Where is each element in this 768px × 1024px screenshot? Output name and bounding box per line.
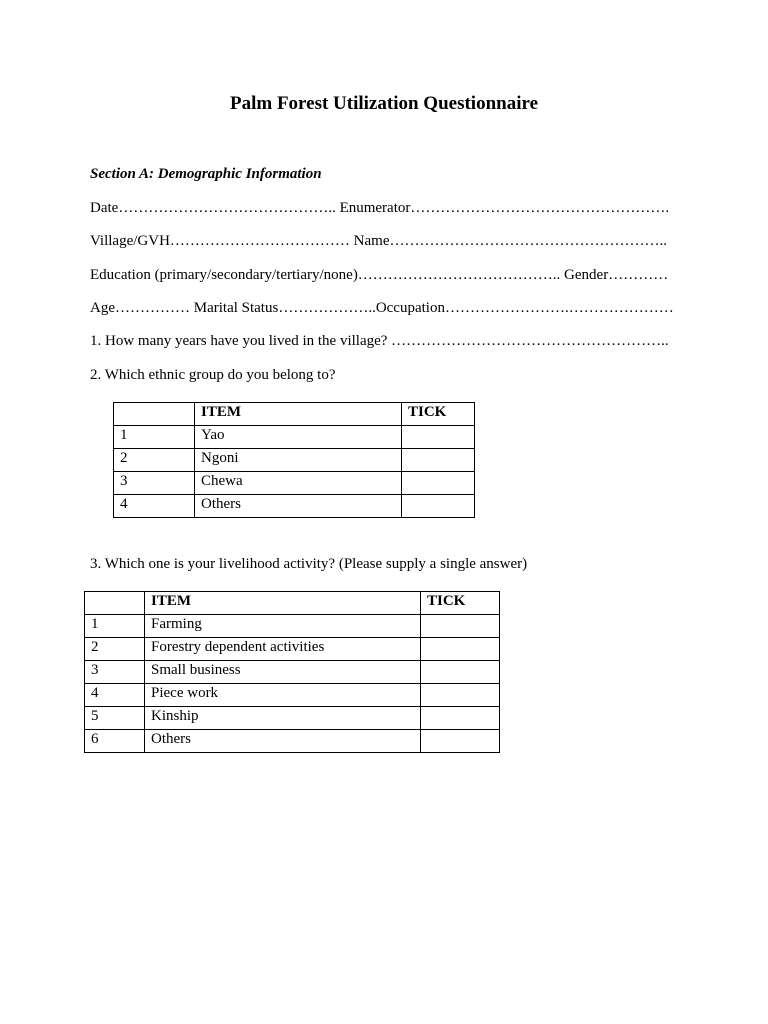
- table-row: [85, 661, 500, 684]
- row-number: 6: [85, 730, 145, 753]
- row-number: 1: [85, 615, 145, 638]
- tick-cell[interactable]: [402, 426, 475, 449]
- tick-cell[interactable]: [402, 472, 475, 495]
- table-row: [114, 449, 475, 472]
- page-title: Palm Forest Utilization Questionnaire: [229, 93, 539, 114]
- table-row: [114, 472, 475, 495]
- village-name-field: Village/GVH……………………………… Name………………………………………………..: [90, 233, 667, 249]
- section-heading: Section A: Demographic Information: [90, 166, 322, 182]
- table-row: [114, 426, 475, 449]
- row-item: Kinship: [145, 707, 421, 730]
- row-number: 2: [114, 449, 195, 472]
- tick-cell[interactable]: [421, 707, 500, 730]
- row-number: 3: [85, 661, 145, 684]
- table-row: [85, 638, 500, 661]
- table-header-row: [85, 592, 500, 615]
- row-number: 3: [114, 472, 195, 495]
- tick-header: TICK: [402, 403, 475, 426]
- tick-cell[interactable]: [421, 684, 500, 707]
- row-number: 4: [114, 495, 195, 518]
- row-item: Others: [145, 730, 421, 753]
- ethnic-group-table: [113, 402, 475, 518]
- table-row: [85, 684, 500, 707]
- question-3: 3. Which one is your livelihood activity? (Please supply a single answer): [90, 556, 528, 572]
- row-item: Others: [195, 495, 402, 518]
- question-1: 1. How many years have you lived in the village? ………………………………………………..: [90, 333, 669, 349]
- row-item: Ngoni: [195, 449, 402, 472]
- row-item: Forestry dependent activities: [145, 638, 421, 661]
- date-enumerator-field: Date…………………………………….. Enumerator…………………………………………….: [90, 200, 670, 216]
- tick-cell[interactable]: [421, 661, 500, 684]
- tick-cell[interactable]: [421, 615, 500, 638]
- row-item: Chewa: [195, 472, 402, 495]
- age-marital-occupation-field: Age…………… Marital Status………………..Occupation…………………….…………………: [90, 300, 674, 316]
- tick-cell[interactable]: [421, 638, 500, 661]
- row-item: Farming: [145, 615, 421, 638]
- tick-cell[interactable]: [402, 495, 475, 518]
- item-header: ITEM: [195, 403, 402, 426]
- tick-header: TICK: [421, 592, 500, 615]
- item-header: ITEM: [145, 592, 421, 615]
- table-row: [85, 615, 500, 638]
- table-header-row: [114, 403, 475, 426]
- row-number: 5: [85, 707, 145, 730]
- tick-cell[interactable]: [402, 449, 475, 472]
- table-row: [114, 495, 475, 518]
- table-row: [85, 707, 500, 730]
- row-item: Piece work: [145, 684, 421, 707]
- education-gender-field: Education (primary/secondary/tertiary/none)………………………………….. Gender…………: [90, 267, 669, 283]
- number-header: [114, 403, 195, 426]
- table-row: [85, 730, 500, 753]
- number-header: [85, 592, 145, 615]
- row-number: 4: [85, 684, 145, 707]
- livelihood-activity-table: [84, 591, 500, 753]
- question-2: 2. Which ethnic group do you belong to?: [90, 367, 336, 383]
- row-number: 1: [114, 426, 195, 449]
- row-item: Yao: [195, 426, 402, 449]
- row-item: Small business: [145, 661, 421, 684]
- tick-cell[interactable]: [421, 730, 500, 753]
- row-number: 2: [85, 638, 145, 661]
